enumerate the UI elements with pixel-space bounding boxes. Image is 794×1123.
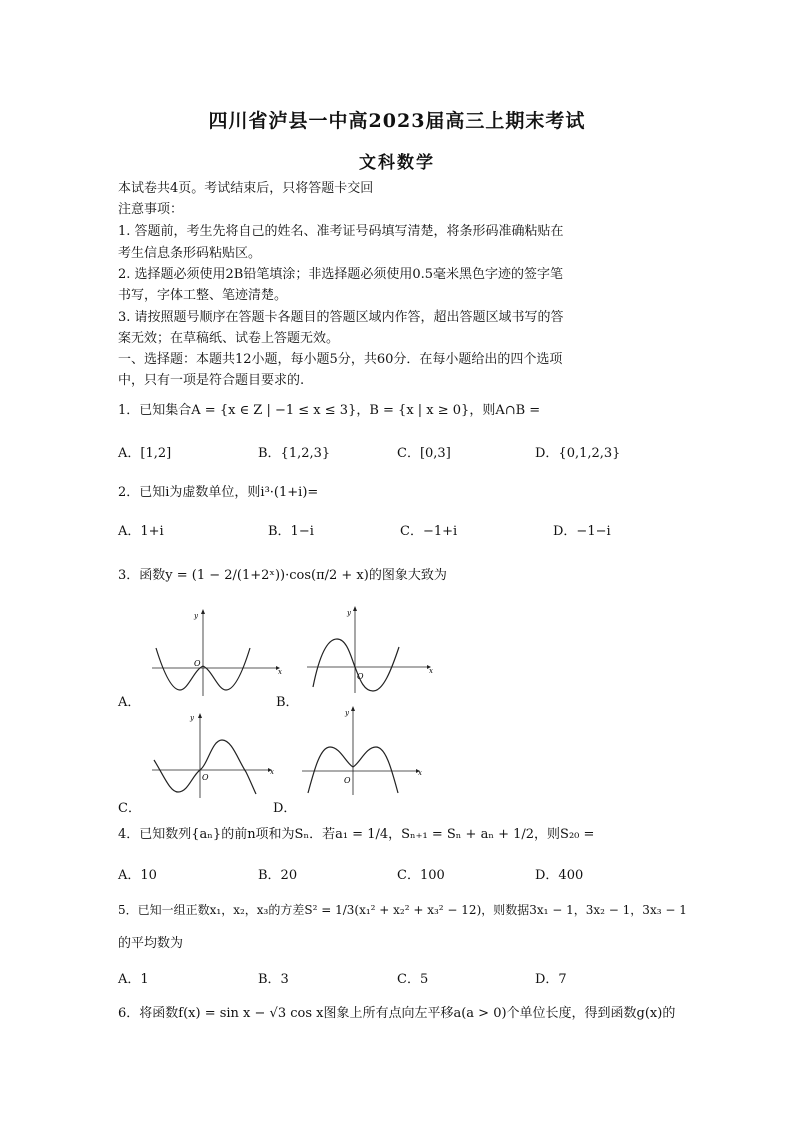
q3-graph-b (305, 605, 435, 695)
origin-label: O (344, 776, 351, 785)
q5-option-b: B．3 (258, 972, 289, 987)
q3-graph-a (150, 608, 280, 698)
note-3: 3. 请按照题号顺序在答题卡各题目的答题区域内作答，超出答题区域书写的答 (118, 310, 564, 325)
section-heading-cont: 中，只有一项是符合题目要求的. (118, 373, 305, 388)
y-label: y (345, 709, 349, 717)
q5-option-a: A．1 (118, 972, 149, 987)
q1-option-b: B．{1,2,3} (258, 446, 331, 461)
note-2: 2. 选择题必须使用2B铅笔填涂；非选择题必须使用0.5毫米黑色字迹的签字笔 (118, 267, 564, 282)
question-6-stem: 6．将函数f(x) = sin x − √3 cos x图象上所有点向左平移a(a > 0)个单位长度，得到函数g(x)的 (118, 1006, 676, 1021)
q2-option-a: A．1+i (118, 524, 164, 539)
y-label: y (347, 609, 351, 617)
q4-option-b: B．20 (258, 868, 298, 883)
question-4-stem: 4．已知数列{aₙ}的前n项和为Sₙ．若a₁ = 1/4，Sₙ₊₁ = Sₙ + aₙ + 1/2，则S₂₀ = (118, 827, 595, 842)
page-subtitle: 文科数学 (359, 153, 435, 173)
curve (313, 639, 399, 691)
q2-option-d: D．−1−i (553, 524, 611, 539)
q4-option-d: D．400 (535, 868, 584, 883)
note-1: 1. 答题前，考生先将自己的姓名、准考证号码填写清楚，将条形码准确粘贴在 (118, 224, 564, 239)
intro-line: 本试卷共4页。考试结束后，只将答题卡交回 (118, 181, 374, 196)
q2-option-c: C．−1+i (400, 524, 458, 539)
q3-option-d: D． (273, 801, 297, 816)
q4-option-a: A．10 (118, 868, 157, 883)
q3-option-a: A． (118, 695, 141, 710)
q3-graph-c (150, 710, 280, 800)
q3-graph-d (300, 705, 430, 795)
origin-label: O (357, 672, 364, 681)
x-label: x (270, 768, 274, 776)
note-3-cont: 案无效；在草稿纸、试卷上答题无效。 (118, 331, 340, 346)
q5-option-c: C．5 (397, 972, 429, 987)
notes-heading: 注意事项： (118, 202, 184, 217)
y-label: y (190, 714, 194, 722)
q3-option-c: C． (118, 801, 141, 816)
y-axis-arrow (198, 713, 202, 718)
section-heading: 一、选择题：本题共12小题，每小题5分，共60分．在每小题给出的四个选项 (118, 352, 563, 367)
note-2-cont: 书写，字体工整、笔迹清楚。 (118, 288, 288, 303)
question-2-stem: 2．已知i为虚数单位，则i³·(1+i)= (118, 485, 319, 500)
y-label: y (194, 612, 198, 620)
q1-option-d: D．{0,1,2,3} (535, 446, 621, 461)
question-3-stem: 3．函数y = (1 − 2/(1+2ˣ))·cos(π/2 + x)的图象大致为 (118, 568, 447, 583)
q3-option-b: B． (276, 695, 299, 710)
curve (154, 740, 256, 794)
y-axis-arrow (201, 609, 205, 614)
q4-option-c: C．100 (397, 868, 445, 883)
q2-option-b: B．1−i (268, 524, 314, 539)
y-axis-arrow (353, 606, 357, 611)
q1-option-a: A．[1,2] (118, 446, 172, 461)
origin-label: O (202, 773, 209, 782)
x-label: x (278, 668, 282, 676)
x-label: x (429, 667, 433, 675)
page-title: 四川省泸县一中高2023届高三上期末考试 (208, 110, 586, 132)
y-axis-arrow (351, 706, 355, 711)
x-label: x (418, 769, 422, 777)
q1-option-c: C．[0,3] (397, 446, 451, 461)
origin-label: O (194, 659, 201, 668)
q5-option-d: D．7 (535, 972, 567, 987)
question-1-stem: 1．已知集合A = {x ∈ Z | −1 ≤ x ≤ 3}，B = {x | x ≥ 0}，则A∩B = (118, 403, 541, 418)
question-5-stem-cont: 的平均数为 (118, 936, 184, 951)
question-5-stem: 5．已知一组正数x₁，x₂，x₃的方差S² = 1/3(x₁² + x₂² + x₃² − 12)，则数据3x₁ − 1，3x₂ − 1，3x₃ − 1 (118, 903, 687, 917)
note-1-cont: 考生信息条形码粘贴区。 (118, 246, 262, 261)
